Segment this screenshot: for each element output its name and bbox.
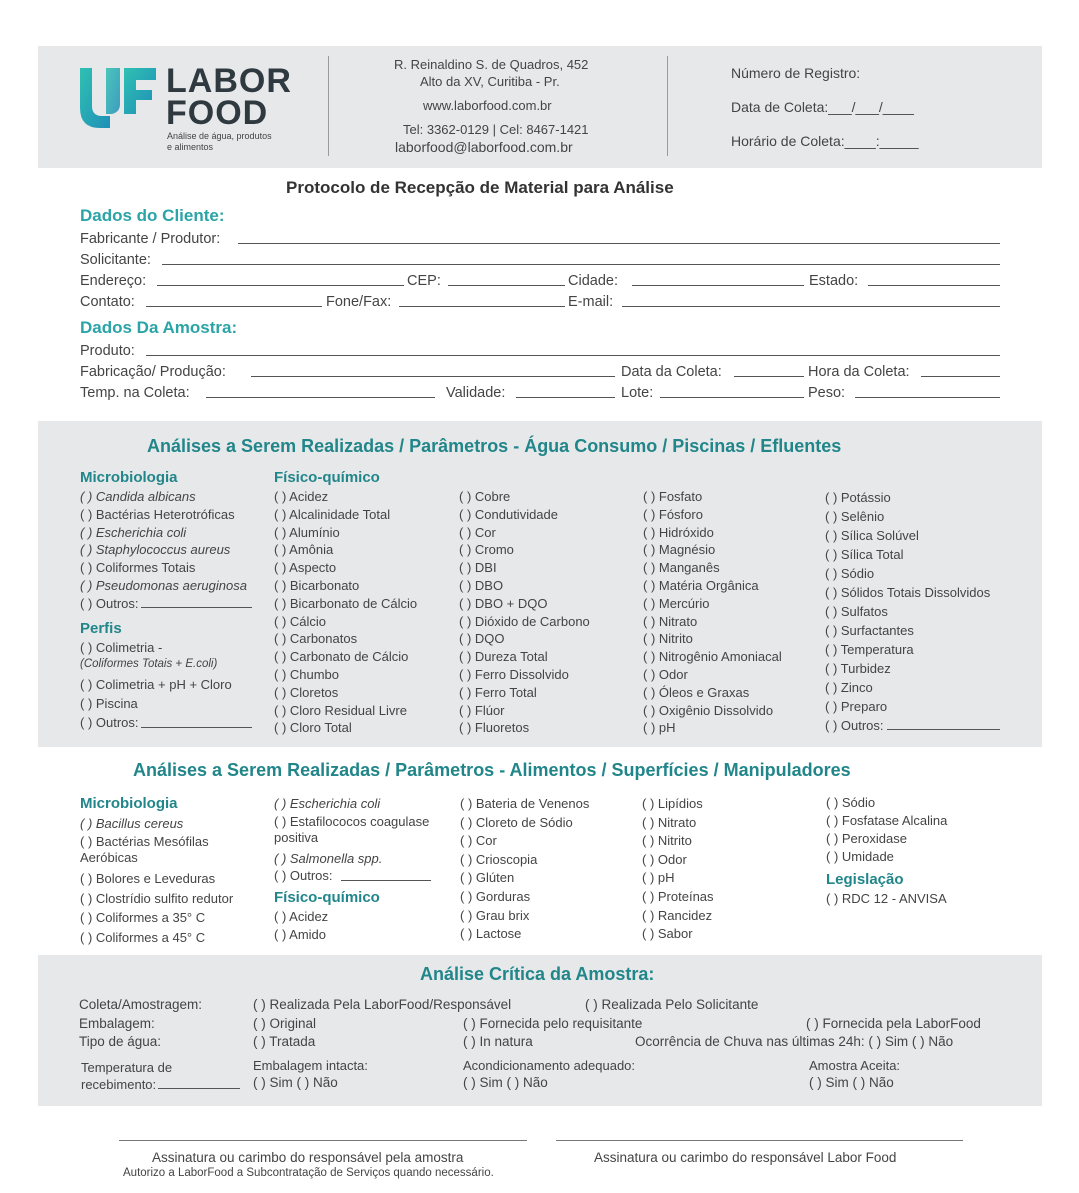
produto-field[interactable] bbox=[146, 355, 1000, 356]
list-item[interactable]: ( ) Piscina bbox=[80, 696, 138, 711]
solicitante-label: Solicitante: bbox=[80, 252, 151, 268]
fone-field[interactable] bbox=[399, 306, 565, 307]
list-item[interactable]: ( ) Acidez bbox=[274, 909, 329, 924]
list-item[interactable]: ( ) Amido bbox=[274, 927, 327, 942]
address-line-1: R. Reinaldino S. de Quadros, 452 bbox=[394, 57, 589, 72]
signature-line-left[interactable] bbox=[119, 1140, 527, 1141]
fabricacao-field[interactable] bbox=[251, 376, 615, 377]
list-item[interactable]: ( ) Fósforo bbox=[643, 506, 703, 522]
list-item[interactable]: ( ) Oxigênio Dissolvido bbox=[643, 702, 774, 718]
alimentos-micro-list bbox=[80, 814, 233, 947]
list-item[interactable]: ( ) Cobre bbox=[459, 489, 511, 504]
peso-field[interactable] bbox=[855, 397, 1000, 398]
agua-fq-outros-field[interactable] bbox=[887, 729, 1000, 730]
list-item[interactable]: ( ) Amônia bbox=[274, 542, 334, 558]
alimentos-col3 bbox=[460, 795, 589, 944]
list-item[interactable]: ( ) Bacillus cereus bbox=[80, 816, 184, 831]
embalagem-option-original[interactable]: ( ) Original bbox=[253, 1016, 317, 1031]
temperatura-field[interactable] bbox=[158, 1088, 240, 1089]
list-item[interactable]: ( ) Peroxidase bbox=[826, 831, 907, 846]
lote-field[interactable] bbox=[660, 397, 804, 398]
list-item[interactable]: ( ) Lactose bbox=[460, 926, 522, 942]
list-item[interactable]: ( ) Dureza Total bbox=[459, 649, 548, 665]
list-item[interactable]: ( ) Temperatura bbox=[825, 642, 914, 657]
estado-label: Estado: bbox=[809, 273, 859, 289]
list-item[interactable]: ( ) pH bbox=[643, 720, 676, 736]
hora-coleta-field[interactable] bbox=[921, 376, 1000, 377]
list-item[interactable]: ( ) Sódio bbox=[825, 566, 875, 581]
list-item[interactable]: ( ) Estafilococos coagulase bbox=[274, 814, 430, 829]
list-item[interactable]: ( ) Bactérias Mesófilas bbox=[80, 834, 209, 849]
agua-micro-title: Microbiologia bbox=[80, 469, 178, 486]
embalagem-intacta-label: Embalagem intacta: bbox=[253, 1058, 368, 1073]
list-item[interactable]: ( ) Selênio bbox=[825, 509, 885, 524]
list-item[interactable]: ( ) Potássio bbox=[825, 490, 891, 505]
list-item[interactable]: ( ) Nitrato bbox=[643, 613, 698, 629]
fabricacao-label: Fabricação/ Produção: bbox=[80, 364, 226, 380]
alimentos-section-title: Análises a Serem Realizadas / Parâmetros - Alimentos / Superfícies / Manipuladores bbox=[133, 760, 851, 780]
list-item[interactable]: ( ) Bateria de Venenos bbox=[460, 796, 590, 811]
list-item[interactable]: ( ) Escherichia coli bbox=[80, 524, 187, 540]
list-item[interactable]: ( ) Nitrato bbox=[642, 814, 697, 830]
tipo-option-tratada[interactable]: ( ) Tratada bbox=[253, 1034, 316, 1049]
list-item[interactable]: ( ) Bactérias Heterotróficas bbox=[80, 506, 235, 522]
list-item[interactable]: ( ) Magnésio bbox=[643, 542, 716, 558]
chuva-question[interactable]: Ocorrência de Chuva nas últimas 24h: ( ) Sim ( ) Não bbox=[635, 1034, 954, 1049]
lote-label: Lote: bbox=[621, 385, 654, 401]
form-title: Protocolo de Recepção de Material para Análise bbox=[286, 178, 674, 197]
fabricante-field[interactable] bbox=[238, 243, 1000, 244]
alimentos-col4 bbox=[642, 795, 714, 944]
cidade-label: Cidade: bbox=[568, 273, 618, 289]
list-item[interactable]: ( ) Turbidez bbox=[825, 661, 891, 676]
agua-micro-list bbox=[80, 488, 247, 613]
list-item[interactable]: ( ) Coliformes a 35° C bbox=[80, 910, 206, 925]
endereco-label: Endereço: bbox=[80, 273, 147, 289]
list-item[interactable]: ( ) pH bbox=[642, 870, 675, 886]
cep-field[interactable] bbox=[448, 285, 565, 286]
list-item[interactable]: ( ) Escherichia coli bbox=[274, 796, 381, 811]
signature-label-right: Assinatura ou carimbo do responsável Labor Food bbox=[594, 1150, 897, 1165]
coleta-option-solicitante[interactable]: ( ) Realizada Pelo Solicitante bbox=[585, 997, 759, 1012]
list-item[interactable]: ( ) Lipídios bbox=[642, 796, 703, 811]
cliente-section-title: Dados do Cliente: bbox=[80, 206, 225, 225]
agua-fq-col3 bbox=[643, 488, 782, 737]
list-item[interactable]: ( ) Odor bbox=[642, 851, 687, 867]
tipo-option-natura[interactable]: ( ) In natura bbox=[463, 1034, 533, 1049]
list-item[interactable]: ( ) Carbonatos bbox=[274, 631, 358, 647]
temperatura-label: Temperatura de bbox=[81, 1060, 173, 1075]
list-item: positiva bbox=[274, 830, 319, 845]
header-divider-2 bbox=[667, 56, 668, 156]
list-item[interactable]: ( ) Cromo bbox=[459, 542, 514, 558]
list-item[interactable]: ( ) Chumbo bbox=[274, 666, 340, 682]
data-coleta-field[interactable] bbox=[734, 376, 804, 377]
list-item[interactable]: ( ) Nitrogênio Amoniacal bbox=[643, 649, 782, 665]
list-item[interactable]: ( ) Nitrito bbox=[643, 631, 693, 647]
list-item[interactable]: ( ) Rancidez bbox=[642, 907, 713, 923]
list-item[interactable]: ( ) Surfactantes bbox=[825, 623, 914, 638]
list-item[interactable]: ( ) Clostrídio sulfito redutor bbox=[80, 891, 234, 906]
alimentos-fq-list bbox=[274, 908, 328, 944]
list-item[interactable]: ( ) Crioscopia bbox=[460, 851, 538, 867]
amostra-aceita-options[interactable]: ( ) Sim ( ) Não bbox=[809, 1075, 894, 1090]
signature-label-left: Assinatura ou carimbo do responsável pela amostra bbox=[152, 1150, 464, 1165]
data-coleta-header: Data de Coleta:___/___/____ bbox=[731, 99, 914, 115]
coleta-label: Coleta/Amostragem: bbox=[79, 997, 203, 1012]
cep-label: CEP: bbox=[407, 273, 441, 289]
list-item[interactable]: ( ) Ferro Total bbox=[459, 684, 537, 700]
list-item[interactable]: ( ) Cloreto de Sódio bbox=[460, 814, 573, 830]
perfis-title: Perfis bbox=[80, 620, 122, 637]
contato-field[interactable] bbox=[146, 306, 322, 307]
amostra-aceita-label: Amostra Aceita: bbox=[809, 1058, 901, 1073]
list-item[interactable]: ( ) Carbonato de Cálcio bbox=[274, 649, 409, 665]
list-item[interactable]: ( ) Cálcio bbox=[274, 613, 327, 629]
contato-label: Contato: bbox=[80, 294, 135, 310]
list-item[interactable]: ( ) Outros: bbox=[825, 718, 884, 733]
list-item[interactable]: ( ) Odor bbox=[643, 666, 688, 682]
hora-coleta-label: Hora da Coleta: bbox=[808, 364, 910, 380]
solicitante-field[interactable] bbox=[162, 264, 1000, 265]
list-item[interactable]: ( ) Óleos e Graxas bbox=[643, 684, 750, 700]
list-item[interactable]: ( ) Gorduras bbox=[460, 888, 531, 904]
embalagem-intacta-options[interactable]: ( ) Sim ( ) Não bbox=[253, 1075, 338, 1090]
alimentos-outros-field[interactable] bbox=[341, 880, 431, 881]
list-item[interactable]: ( ) DBO + DQO bbox=[459, 595, 548, 611]
list-item[interactable]: ( ) Bicarbonato bbox=[274, 577, 360, 593]
perfis-list bbox=[80, 639, 232, 732]
agua-fq-title: Físico-químico bbox=[274, 469, 380, 486]
list-item[interactable]: ( ) Aspecto bbox=[274, 560, 337, 576]
acondicionamento-label: Acondicionamento adequado: bbox=[463, 1058, 636, 1073]
list-item[interactable]: ( ) Coliformes Totais bbox=[80, 560, 196, 576]
list-item[interactable]: ( ) Sílica Solúvel bbox=[825, 528, 919, 543]
list-item[interactable]: ( ) Fosfato bbox=[643, 489, 703, 504]
list-item[interactable]: ( ) Grau brix bbox=[460, 907, 530, 923]
list-item[interactable]: ( ) Sabor bbox=[642, 926, 693, 942]
list-item[interactable]: ( ) Staphylococcus aureus bbox=[80, 542, 231, 558]
logo-tagline-2: e alimentos bbox=[167, 142, 214, 152]
embalagem-label: Embalagem: bbox=[79, 1016, 155, 1031]
list-item[interactable]: ( ) Fosfatase Alcalina bbox=[826, 813, 948, 828]
logo-food: FOOD bbox=[166, 94, 269, 132]
list-item[interactable]: ( ) DBO bbox=[459, 577, 504, 593]
list-item[interactable]: ( ) Alcalinidade Total bbox=[274, 506, 391, 522]
legislacao-title: Legislação bbox=[826, 871, 904, 888]
list-item[interactable]: ( ) Sulfatos bbox=[825, 604, 888, 619]
website-link[interactable]: www.laborfood.com.br bbox=[423, 98, 552, 113]
acondicionamento-options[interactable]: ( ) Sim ( ) Não bbox=[463, 1075, 548, 1090]
list-item[interactable]: ( ) Cloro Total bbox=[274, 720, 352, 736]
list-item[interactable]: ( ) DQO bbox=[459, 631, 505, 647]
signature-line-right[interactable] bbox=[556, 1140, 963, 1141]
email-link[interactable]: laborfood@laborfood.com.br bbox=[395, 139, 573, 155]
list-item: Aeróbicas bbox=[80, 850, 138, 865]
validade-label: Validade: bbox=[446, 385, 506, 401]
horario-coleta-header: Horário de Coleta:____:_____ bbox=[731, 133, 919, 149]
email-field[interactable] bbox=[622, 306, 1000, 307]
logo-tagline: Análise de água, produtos bbox=[167, 131, 272, 141]
alimentos-micro-list-2 bbox=[274, 794, 429, 885]
list-item[interactable]: ( ) Cor bbox=[460, 833, 497, 849]
list-item[interactable]: ( ) Umidade bbox=[826, 849, 894, 864]
logo-labor: LABOR bbox=[166, 62, 292, 100]
list-item[interactable]: ( ) Sólidos Totais Dissolvidos bbox=[825, 585, 991, 600]
signature-note: Autorizo a LaborFood a Subcontratação de Serviços quando necessário. bbox=[123, 1167, 494, 1179]
rdc-12-option[interactable]: ( ) RDC 12 - ANVISA bbox=[826, 891, 947, 906]
critica-title: Análise Crítica da Amostra: bbox=[420, 964, 655, 984]
estado-field[interactable] bbox=[868, 285, 1000, 286]
list-item[interactable]: ( ) Colimetria - bbox=[80, 640, 163, 655]
alimentos-micro-title: Microbiologia bbox=[80, 795, 178, 812]
list-item[interactable]: ( ) Colimetria + pH + Cloro bbox=[80, 677, 232, 692]
list-item[interactable]: ( ) Dióxido de Carbono bbox=[459, 613, 590, 629]
list-item[interactable]: ( ) Cor bbox=[459, 524, 496, 540]
amostra-section-title: Dados Da Amostra: bbox=[80, 318, 238, 337]
perfis-outros-field[interactable] bbox=[141, 727, 252, 728]
list-item[interactable]: ( ) Proteínas bbox=[642, 888, 714, 904]
address-line-2: Alto da XV, Curitiba - Pr. bbox=[420, 74, 560, 89]
list-item[interactable]: ( ) Condutividade bbox=[459, 506, 558, 522]
list-item[interactable]: ( ) Outros: bbox=[274, 868, 333, 883]
produto-label: Produto: bbox=[80, 343, 135, 359]
embalagem-option-requisitante[interactable]: ( ) Fornecida pelo requisitante bbox=[463, 1016, 643, 1031]
recebimento-label: recebimento: bbox=[81, 1077, 157, 1092]
list-item[interactable]: ( ) Zinco bbox=[825, 680, 873, 695]
list-item[interactable]: ( ) Cloro Residual Livre bbox=[274, 702, 407, 718]
list-item[interactable]: ( ) Alumínio bbox=[274, 524, 340, 540]
list-item[interactable]: ( ) Bicarbonato de Cálcio bbox=[274, 595, 418, 611]
header-divider bbox=[328, 56, 329, 156]
list-item[interactable]: ( ) Sílica Total bbox=[825, 547, 904, 562]
list-item[interactable]: ( ) Preparo bbox=[825, 699, 888, 714]
agua-fq-col1 bbox=[274, 488, 417, 737]
list-item[interactable]: ( ) Coliformes a 45° C bbox=[80, 930, 206, 945]
list-item[interactable]: ( ) Matéria Orgânica bbox=[643, 577, 759, 593]
list-item[interactable]: ( ) Sódio bbox=[826, 795, 876, 810]
coleta-option-laborfood[interactable]: ( ) Realizada Pela LaborFood/Responsável bbox=[253, 997, 512, 1012]
agua-micro-outros-field[interactable] bbox=[141, 607, 252, 608]
peso-label: Peso: bbox=[808, 385, 846, 401]
list-item[interactable]: ( ) Cloretos bbox=[274, 684, 339, 700]
email-label: E-mail: bbox=[568, 294, 614, 310]
phone-numbers: Tel: 3362-0129 | Cel: 8467-1421 bbox=[403, 122, 589, 137]
list-item[interactable]: ( ) Fluoretos bbox=[459, 720, 530, 736]
embalagem-option-laborfood[interactable]: ( ) Fornecida pela LaborFood bbox=[806, 1016, 981, 1031]
cidade-field[interactable] bbox=[632, 285, 804, 286]
alimentos-col5 bbox=[826, 794, 947, 866]
data-coleta-label: Data da Coleta: bbox=[621, 364, 722, 380]
fone-label: Fone/Fax: bbox=[326, 294, 392, 310]
list-item[interactable]: ( ) Ferro Dissolvido bbox=[459, 666, 569, 682]
list-item[interactable]: ( ) DBI bbox=[459, 560, 497, 576]
validade-field[interactable] bbox=[516, 397, 615, 398]
list-item[interactable]: ( ) Outros: bbox=[80, 595, 139, 611]
list-item[interactable]: ( ) Bolores e Leveduras bbox=[80, 871, 216, 886]
list-item[interactable]: ( ) Outros: bbox=[80, 715, 139, 730]
tipo-agua-label: Tipo de água: bbox=[79, 1034, 162, 1049]
list-item[interactable]: ( ) Salmonella spp. bbox=[274, 851, 383, 866]
numero-registro: Número de Registro: bbox=[731, 65, 861, 81]
list-item[interactable]: ( ) Hidróxido bbox=[643, 524, 714, 540]
list-item: (Coliformes Totais + E.coli) bbox=[80, 658, 218, 670]
list-item[interactable]: ( ) Glúten bbox=[460, 870, 515, 886]
endereco-field[interactable] bbox=[157, 285, 404, 286]
temp-coleta-field[interactable] bbox=[206, 397, 435, 398]
list-item[interactable]: ( ) Nitrito bbox=[642, 833, 692, 849]
list-item[interactable]: ( ) Mercúrio bbox=[643, 595, 710, 611]
list-item[interactable]: ( ) Manganês bbox=[643, 560, 720, 576]
agua-section-title: Análises a Serem Realizadas / Parâmetros - Água Consumo / Piscinas / Efluentes bbox=[147, 436, 842, 456]
list-item[interactable]: ( ) Flúor bbox=[459, 702, 505, 718]
list-item[interactable]: ( ) Pseudomonas aeruginosa bbox=[80, 577, 247, 593]
temp-coleta-label: Temp. na Coleta: bbox=[80, 385, 190, 401]
agua-fq-col4 bbox=[825, 488, 990, 735]
list-item[interactable]: ( ) Candida albicans bbox=[80, 489, 196, 504]
alimentos-fq-title: Físico-químico bbox=[274, 889, 380, 906]
fabricante-label: Fabricante / Produtor: bbox=[80, 231, 221, 247]
agua-fq-col2 bbox=[459, 488, 590, 737]
list-item[interactable]: ( ) Acidez bbox=[274, 489, 329, 504]
labor-food-logo-icon bbox=[76, 64, 158, 130]
